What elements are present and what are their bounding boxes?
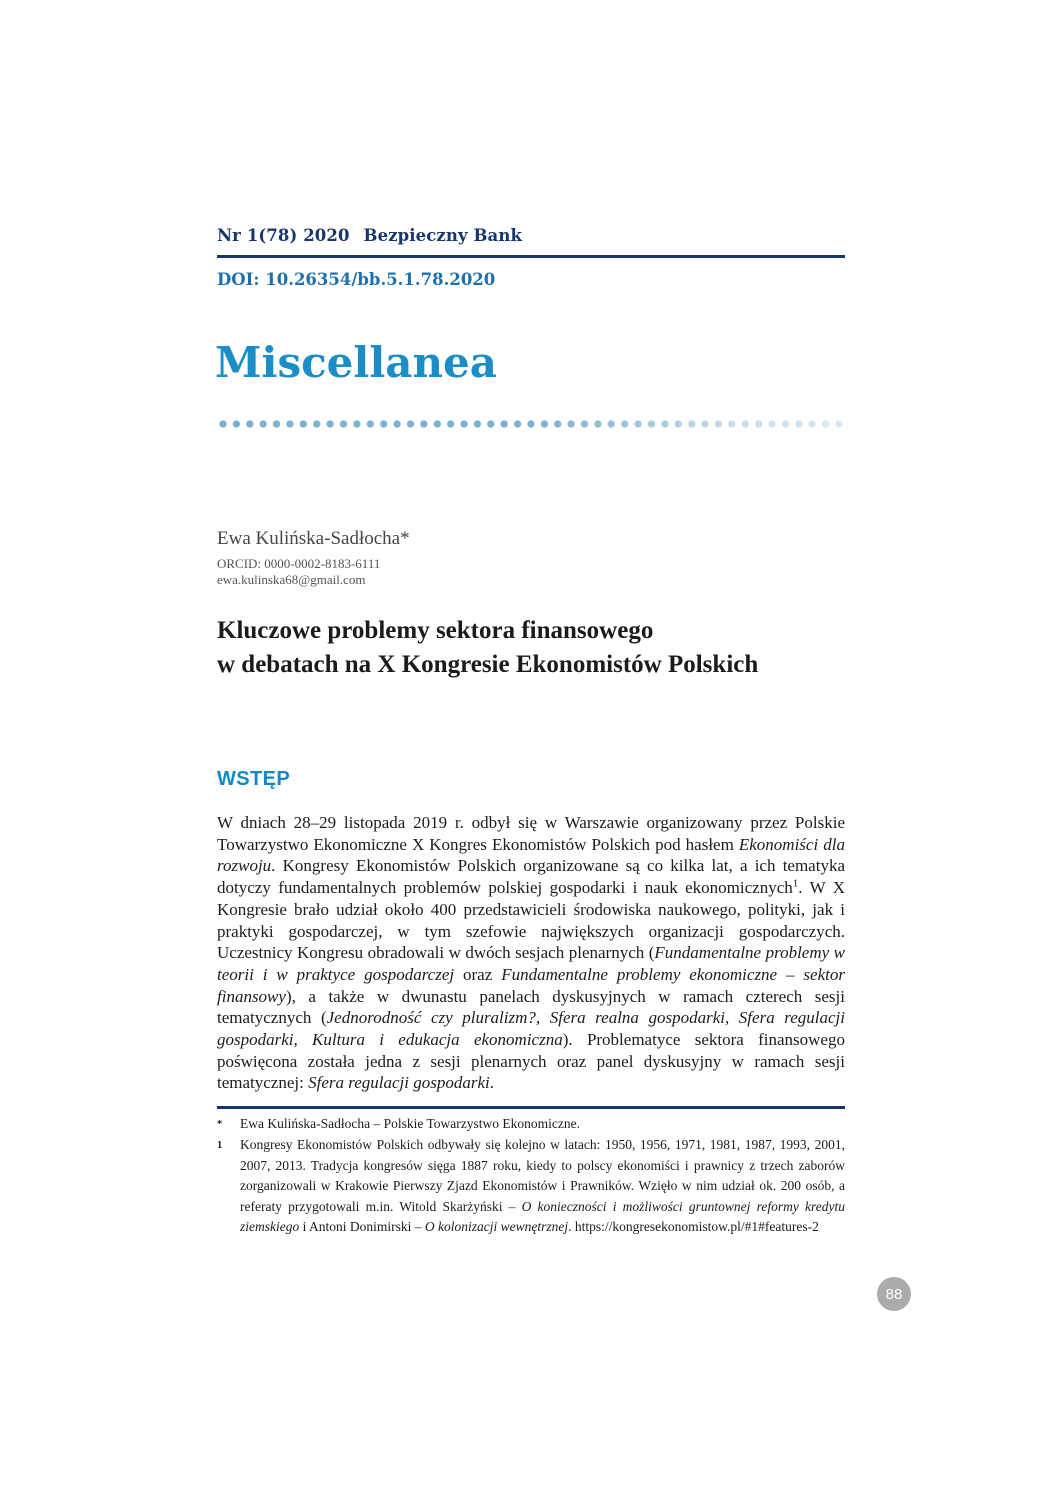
doi-text: DOI: 10.26354/bb.5.1.78.2020 [217, 270, 496, 289]
article-title-line-1: Kluczowe problemy sektora finansowego [217, 617, 654, 644]
journal-name: Bezpieczny Bank [363, 226, 522, 245]
article-title [217, 614, 897, 682]
dotted-divider [217, 417, 847, 431]
article-title-line-2: w debatach na X Kongresie Ekonomistów Polskich [217, 651, 759, 678]
footnote-marker-1: 1 [217, 1140, 223, 1152]
author-email: ewa.kulinska68@gmail.com [217, 572, 366, 587]
footnote-author-text: Ewa Kulińska-Sadłocha – Polskie Towarzystwo Ekonomiczne. [240, 1116, 580, 1131]
author-name: Ewa Kulińska-Sadłocha* [217, 528, 410, 549]
section-title: Miscellanea [215, 338, 497, 387]
footnote-divider [217, 1106, 845, 1109]
author-orcid: ORCID: 0000-0002-8183-6111 [217, 556, 381, 571]
intro-heading: WSTĘP [217, 768, 291, 790]
page-number: 88 [885, 1285, 903, 1303]
footnote-marker-asterisk: * [217, 1119, 223, 1130]
intro-paragraph: W dniach 28–29 listopada 2019 r. odbył się w Warszawie organizowany przez Polskie Towarzystwo Ekonomiczne X Kongres Ekonomistów Polskich pod hasłem Ekonomiści dla rozwoju. Kongresy Ekonomistów Polskich organizowane są co kilka lat, a ich tematyka dotyczy fundamentalnych problemów polskiej gospodarki i nauk ekonomicznych$^1$. W X Kongresie brało udział około 400 przedstawicieli środowiska naukowego, polityki, jak i praktyki gospodarczej, w tym szefowie największych organizacji gospodarczych. Uczestnicy Kongresu obradowali w dwóch sesjach plenarnych (Fundamentalne problemy w teorii i w praktyce gospodarczej oraz Fundamentalne problemy ekonomiczne – sektor finansowy), a także w dwunastu panelach dyskusyjnych w ramach czterech sesji tematycznych (Jednorodność czy pluralizm?, Sfera realna gospodarki, Sfera regulacji gospodarki, Kultura i edukacja ekonomiczna). Problematyce sektora finansowego poświęcona została jedna z sesji plenarnych oraz panel dyskusyjny w ramach sesji tematycznej: Sfera regulacji gospodarki. [217, 813, 846, 1093]
journal-issue-line [217, 226, 522, 245]
footnote-1-text: Kongresy Ekonomistów Polskich odbywały się kolejno w latach: 1950, 1956, 1971, 1981, 1987, 1993, 2001, 2007, 2013. Tradycja kongresów sięga 1887 roku, kiedy to polscy ekonomiści i prawnicy z trzech zaborów zorganizowali w Krakowie Pierwszy Zjazd Ekonomistów i Prawników. Wzięło w nim udział ok. 200 osób, a referaty przygotowali m.in. Witold Skarżyński – O konieczności i możliwości gruntownej reformy kredytu ziemskiego i Antoni Donimirski – O kolonizacji wewnętrznej. https://kongresekonomistow.pl/#1#features-2 [240, 1137, 845, 1235]
footnotes [217, 1114, 845, 1237]
footnote-author-affiliation [217, 1114, 845, 1135]
page-number-badge [877, 1277, 911, 1311]
issue-number: Nr 1(78) 2020 [217, 226, 350, 245]
header-divider [217, 255, 845, 258]
footnote-1 [217, 1135, 845, 1237]
